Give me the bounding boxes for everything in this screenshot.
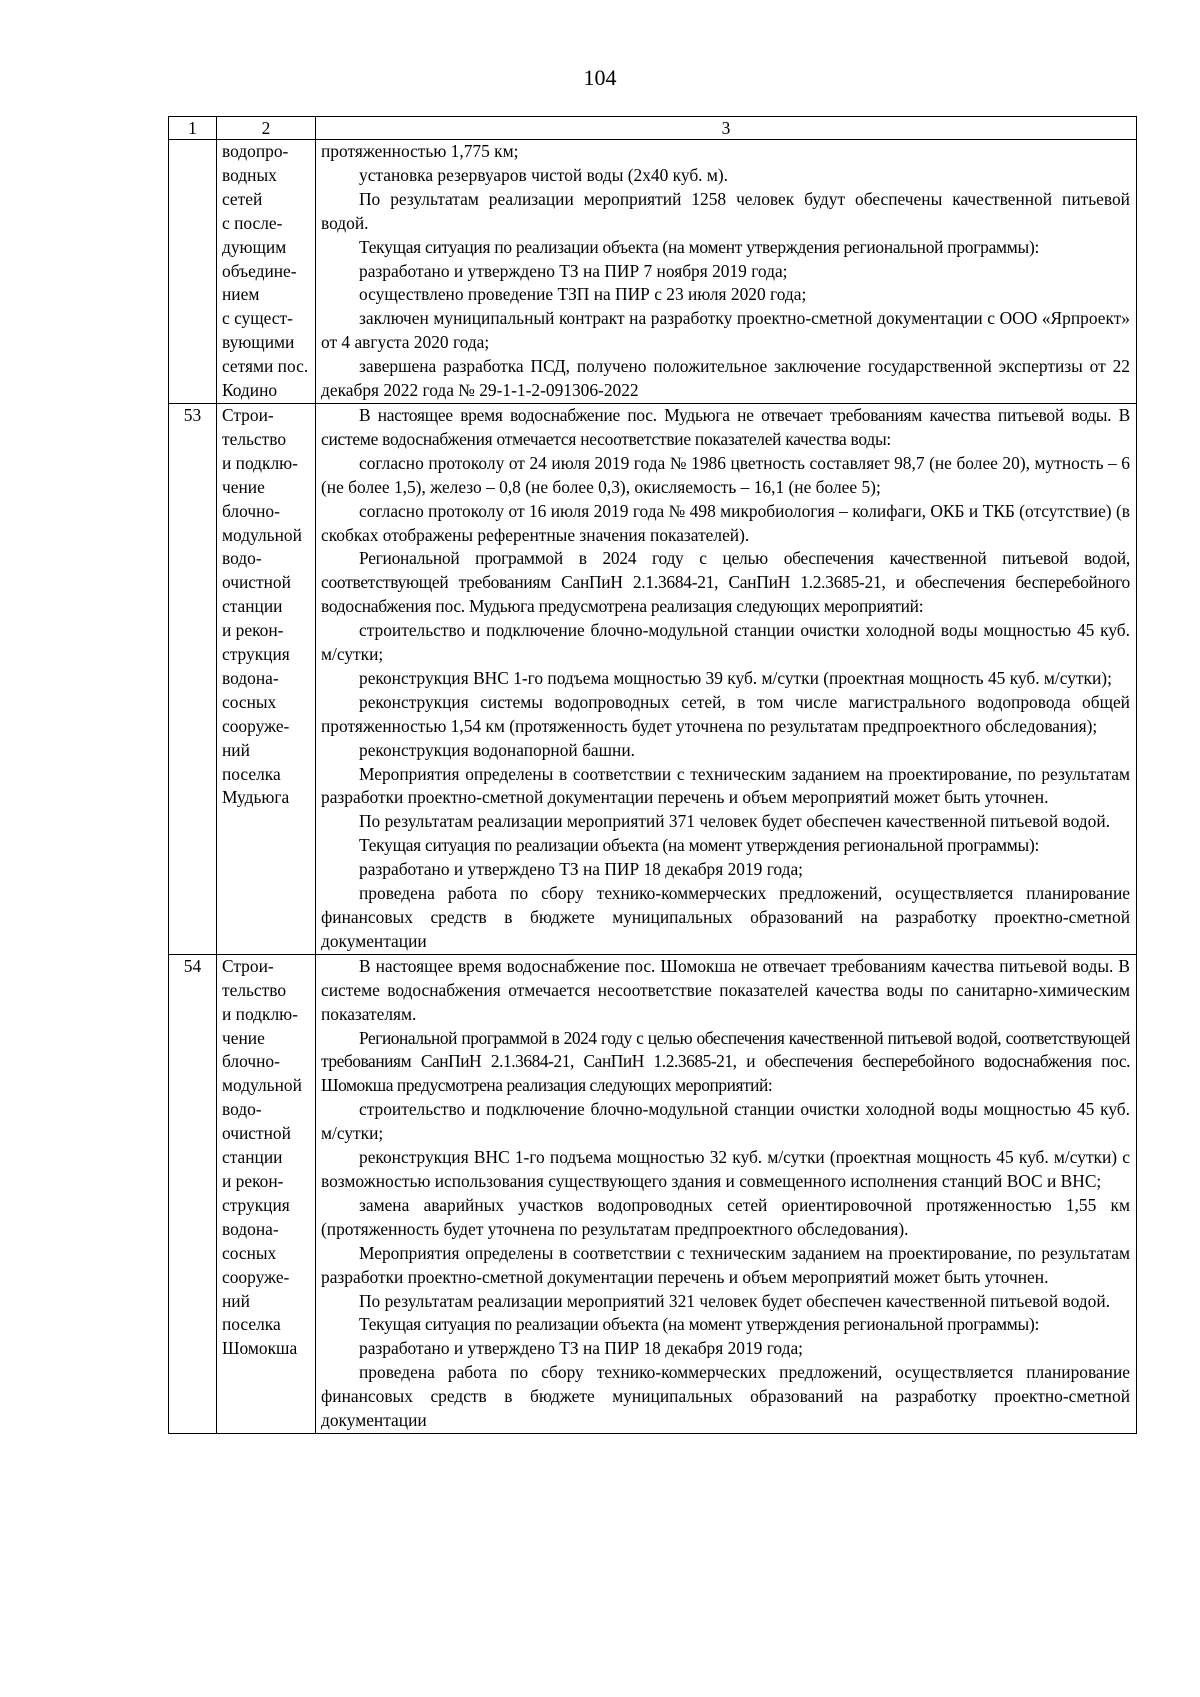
object-name-line: станции	[222, 1147, 283, 1168]
object-name-line: Шомокша	[222, 1338, 298, 1359]
description-cell	[316, 140, 1137, 404]
description-paragraph: осуществлено проведение ТЗП на ПИР с 23 июля 2020 года;	[359, 284, 807, 305]
column-header-2: 2	[217, 117, 316, 140]
description-paragraph: По результатам реализации мероприятий 1258 человек будут обеспечены качественной питьевой водой.	[321, 188, 1130, 233]
object-name-line: Строи-	[222, 404, 274, 425]
object-name-line: очистной	[222, 572, 291, 593]
row-number: 53	[169, 403, 217, 954]
object-name-line: дующим	[222, 236, 287, 257]
object-name-line: станции	[222, 596, 283, 617]
description-paragraph: реконструкция системы водопроводных сетей, в том числе магистрального водопровода общей протяженностью 1,54 км (протяженность будет уточнена по результатам предпроектного обследования);	[321, 691, 1130, 736]
description-paragraph: проведена работа по сбору технико-коммерческих предложений, осуществляется планирование финансовых средств в бюджете муниципальных образований на разработку проектно-сметной документации	[321, 883, 1130, 951]
object-name-line: и подклю-	[222, 452, 298, 473]
object-name-line: сосных	[222, 691, 277, 712]
description-paragraph: строительство и подключение блочно-модульной станции очистки холодной воды мощностью 45 куб. м/сутки;	[321, 620, 1130, 665]
object-name-line: чение	[222, 1027, 265, 1048]
object-name-line: тельство	[222, 428, 287, 449]
object-name-line: поселка	[222, 1314, 281, 1335]
object-name-line: струкция	[222, 644, 290, 665]
object-name-cell	[217, 403, 316, 954]
description-paragraph: установка резервуаров чистой воды (2х40 куб. м).	[359, 164, 729, 185]
row-number: 54	[169, 954, 217, 1433]
object-name-line: модульной	[222, 1075, 302, 1096]
object-name-line: и рекон-	[222, 1170, 284, 1191]
object-name-line: сетей	[222, 188, 263, 209]
object-name-line: вующими	[222, 332, 295, 353]
description-cell	[316, 403, 1137, 954]
column-header-1: 1	[169, 117, 217, 140]
object-name-line: с после-	[222, 212, 283, 233]
description-paragraph: Региональной программой в 2024 году с целью обеспечения качественной питьевой водой, соответствующей требованиям СанПиН 2.1.3684-21, СанПиН 1.2.3685-21, и обеспечения бесперебойного водоснабжения пос. Мудьюга предусмотрена реализация следующих мероприятий:	[321, 548, 1130, 617]
object-name-line: ний	[222, 739, 250, 760]
description-paragraph: Текущая ситуация по реализации объекта (на момент утверждения региональной программы):	[359, 1314, 1040, 1335]
row-number	[169, 140, 217, 404]
description-paragraph: разработано и утверждено ТЗ на ПИР 7 ноября 2019 года;	[359, 260, 788, 281]
object-name-line: модульной	[222, 524, 302, 545]
description-paragraph: завершена разработка ПСД, получено положительное заключение государственной экспертизы от 22 декабря 2022 года № 29-1-1-2-091306-2022	[321, 356, 1130, 401]
measures-table	[168, 116, 1137, 1434]
table-row	[169, 140, 1137, 404]
description-paragraph: По результатам реализации мероприятий 371 человек будет обеспечен качественной питьевой водой.	[359, 811, 1110, 832]
description-paragraph: реконструкция водонапорной башни.	[359, 739, 635, 760]
object-name-line: с сущест-	[222, 308, 293, 329]
description-paragraph: проведена работа по сбору технико-коммерческих предложений, осуществляется планирование финансовых средств в бюджете муниципальных образований на разработку проектно-сметной документации	[321, 1362, 1130, 1431]
object-name-cell	[217, 140, 316, 404]
object-name-line: водо-	[222, 548, 262, 569]
object-name-line: сосных	[222, 1242, 277, 1263]
object-name-line: Мудьюга	[222, 787, 290, 808]
object-name-line: и рекон-	[222, 620, 284, 641]
description-paragraph: замена аварийных участков водопроводных сетей ориентировочной протяженностью 1,55 км (протяженность будет уточнена по результатам предпроектного обследования).	[321, 1194, 1130, 1239]
description-paragraph: Мероприятия определены в соответствии с техническим заданием на проектирование, по результатам разработки проектно-сметной документации перечень и объем мероприятий может быть уточнен.	[321, 763, 1130, 808]
description-paragraph: заключен муниципальный контракт на разработку проектно-сметной документации с ООО «Ярпроект» от 4 августа 2020 года;	[321, 308, 1130, 353]
column-header-3: 3	[316, 117, 1137, 140]
object-name-line: водона-	[222, 1218, 279, 1239]
object-name-line: водопро-	[222, 141, 289, 161]
description-paragraph: протяженностью 1,775 км;	[321, 141, 519, 161]
description-paragraph: согласно протоколу от 24 июля 2019 года № 1986 цветность составляет 98,7 (не более 20), мутность – 6 (не более 1,5), железо – 0,8 (не более 0,3), окисляемость – 16,1 (не более 5);	[321, 452, 1130, 497]
object-name-line: чение	[222, 476, 265, 497]
description-paragraph: строительство и подключение блочно-модульной станции очистки холодной воды мощностью 45 куб. м/сутки;	[321, 1099, 1130, 1144]
description-paragraph: В настоящее время водоснабжение пос. Шомокша не отвечает требованиям качества питьевой воды. В системе водоснабжения отмечается несоответствие показателей качества воды по санитарно-химическим показателям.	[321, 955, 1130, 1024]
object-name-line: объедине-	[222, 260, 297, 281]
table-header	[169, 117, 1137, 140]
description-paragraph: Региональной программой в 2024 году с целью обеспечения качественной питьевой водой, соответствующей требованиям СанПиН 2.1.3684-21, СанПиН 1.2.3685-21, и обеспечения бесперебойного водоснабжения пос. Шомокша предусмотрена реализация следующих мероприятий:	[321, 1027, 1130, 1096]
object-name-line: водных	[222, 164, 277, 185]
table-header-row	[169, 117, 1137, 140]
object-name-line: сетями пос.	[222, 356, 309, 377]
table-row	[169, 403, 1137, 954]
description-paragraph: Текущая ситуация по реализации объекта (на момент утверждения региональной программы):	[359, 835, 1040, 856]
description-paragraph: Мероприятия определены в соответствии с техническим заданием на проектирование, по результатам разработки проектно-сметной документации перечень и объем мероприятий может быть уточнен.	[321, 1242, 1130, 1287]
object-name-line: водо-	[222, 1099, 262, 1120]
object-name-line: тельство	[222, 979, 287, 1000]
object-name-line: струкция	[222, 1194, 290, 1215]
object-name-line: блочно-	[222, 1051, 280, 1072]
description-paragraph: В настоящее время водоснабжение пос. Мудьюга не отвечает требованиям качества питьевой воды. В системе водоснабжения отмечается несоответствие показателей качества воды:	[321, 404, 1130, 449]
description-paragraph: реконструкция ВНС 1-го подъема мощностью 39 куб. м/сутки (проектная мощность 45 куб. м/сутки);	[359, 667, 1112, 688]
description-cell	[316, 954, 1137, 1433]
object-name-line: сооруже-	[222, 1266, 290, 1287]
description-paragraph: разработано и утверждено ТЗ на ПИР 18 декабря 2019 года;	[359, 859, 804, 880]
object-name-line: ний	[222, 1290, 250, 1311]
description-paragraph: Текущая ситуация по реализации объекта (на момент утверждения региональной программы):	[359, 236, 1040, 257]
object-name-line: сооруже-	[222, 715, 290, 736]
description-paragraph: реконструкция ВНС 1-го подъема мощностью 32 куб. м/сутки (проектная мощность 45 куб. м/сутки) с возможностью использования существующего здания и совмещенного исполнения станций ВОС и ВНС;	[321, 1147, 1130, 1191]
object-name-line: поселка	[222, 763, 281, 784]
object-name-line: водона-	[222, 667, 279, 688]
object-name-line: очистной	[222, 1123, 291, 1144]
object-name-cell	[217, 954, 316, 1433]
object-name-line: Кодино	[222, 380, 278, 401]
description-paragraph: разработано и утверждено ТЗ на ПИР 18 декабря 2019 года;	[359, 1338, 804, 1359]
page-number: 104	[583, 65, 617, 90]
description-paragraph: По результатам реализации мероприятий 321 человек будет обеспечен качественной питьевой водой.	[359, 1290, 1110, 1311]
object-name-line: Строи-	[222, 955, 274, 976]
table-row	[169, 954, 1137, 1433]
object-name-line: нием	[222, 284, 260, 305]
object-name-line: блочно-	[222, 500, 280, 521]
object-name-line: и подклю-	[222, 1003, 298, 1024]
table-body	[169, 140, 1137, 1434]
description-paragraph: согласно протоколу от 16 июля 2019 года № 498 микробиология – колифаги, ОКБ и ТКБ (отсутствие) (в скобках отображены референтные значения показателей).	[321, 500, 1130, 545]
